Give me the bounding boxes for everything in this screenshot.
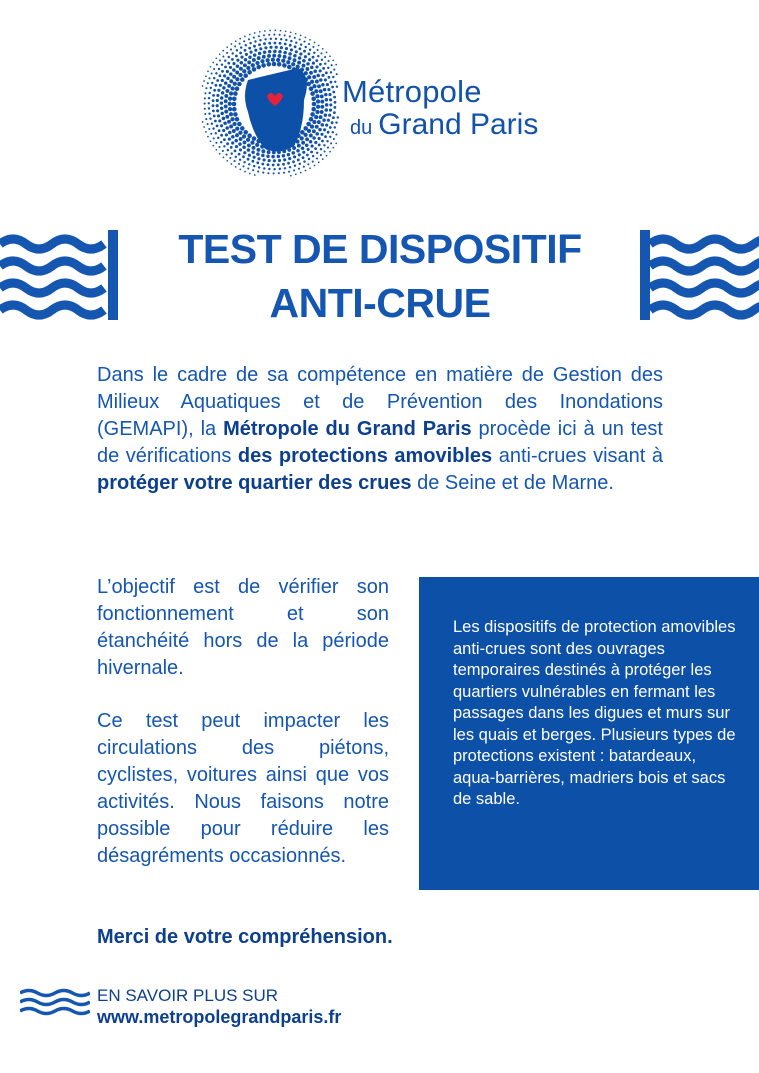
waves-right-icon <box>640 230 759 320</box>
logo-name-metropole: Métropole <box>342 74 482 109</box>
logo-name-grand-paris <box>350 108 538 142</box>
test-impact-paragraph: Ce test peut impacter les circulations des piétons, cyclistes, voitures ainsi que vos activités. Nous faisons notre possible pour réduire les désagréments occasionnés. <box>97 710 389 867</box>
logo-name-line2: Grand Paris <box>378 108 539 141</box>
thanks-text: Merci de votre compréhension. <box>97 926 393 948</box>
metropole-logo <box>200 28 560 180</box>
waves-left-icon <box>0 230 120 320</box>
footer-url-link[interactable]: www.metropolegrandparis.fr <box>97 1007 342 1027</box>
logo-mark-icon <box>200 28 340 178</box>
logo-name-du: du <box>350 117 373 139</box>
intro-text-2: procède ici à un test de vérifications <box>97 418 663 467</box>
intro-text-4: de Seine et de Marne. <box>411 472 614 494</box>
info-box-text: Les dispositifs de protection amovibles anti-crues sont des ouvrages temporaires destinés à protéger les quartiers vulnérables en fermant les passages dans les digues et murs sur les quais et berges. Plusieurs types de protections existent : batardeaux, aqua-barrières, madriers bois et sacs de sable. <box>453 618 736 808</box>
intro-bold-3: protéger votre quartier des crues <box>97 472 412 494</box>
objectif-paragraph: L’objectif est de vérifier son fonctionnement et son étanchéité hors de la période hivernale. <box>97 576 389 679</box>
intro-paragraph <box>97 362 663 497</box>
page-title-line2: ANTI-CRUE <box>269 280 491 326</box>
intro-text-3: anti-crues visant à <box>492 445 663 467</box>
intro-text-1: Dans le cadre de sa compétence en matière de Gestion des Milieux Aquatiques et de Prévention des Inondations (GEMAPI), la <box>97 364 663 440</box>
intro-bold-1: Métropole du Grand Paris <box>223 418 472 440</box>
footer-label: EN SAVOIR PLUS SUR <box>97 986 279 1005</box>
page-title-line1: TEST DE DISPOSITIF <box>178 226 582 272</box>
footer-waves-icon <box>20 987 90 1017</box>
info-box <box>419 577 759 890</box>
intro-bold-2: des protections amovibles <box>237 445 493 467</box>
